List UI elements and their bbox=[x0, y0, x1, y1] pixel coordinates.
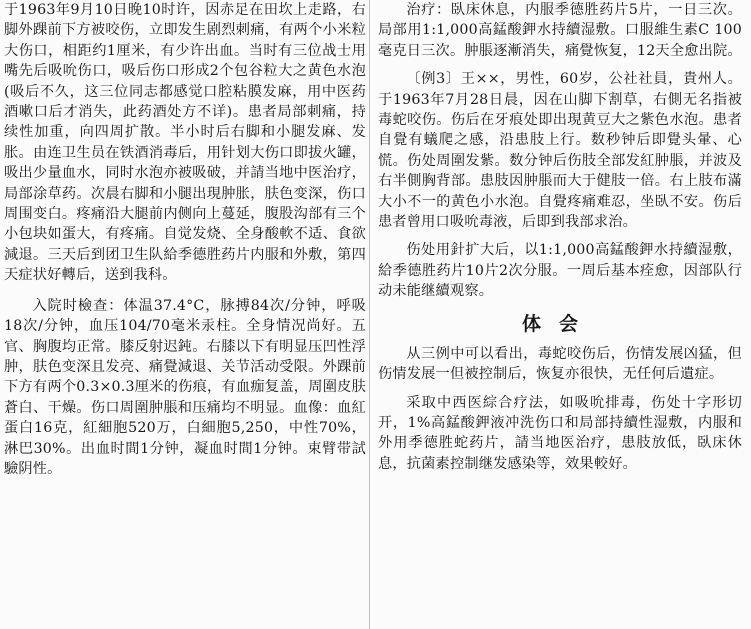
discussion-paragraph-1: 从三例中可以看出，毒蛇咬伤后，伤情发展凶猛，但伤情发展一但被控制后，恢复亦很快，无任何后遺症。 bbox=[378, 345, 742, 383]
paragraph-gap bbox=[372, 232, 746, 240]
paragraph-gap bbox=[0, 286, 370, 296]
paragraph-gap bbox=[372, 385, 746, 393]
section-heading: 体会 bbox=[521, 312, 596, 335]
case2-admission-exam-paragraph: 入院时檢查：体温37.4°C，脉搏84次/分钟，呼吸18次/分钟，血压104/70毫米汞柱。全身情况尚好。五官、胸腹均正常。膝反射迟鈍。右膝以下有明显压凹性浮肿，肤色变深且发亮、痛覺減退、关节活动受限。外踝前下方有两个0.3×0.3厘米的伤痕，有血痂复盖，周圍皮肤蒼白、干燥。伤口周圍肿脹和压痛均不明显。血像：血紅蛋白16克，紅細胞520万，白細胞5,250，中性70%，淋巴30%。出血时間1分钟，凝血时間1分钟。束臂带試驗阴性。 bbox=[4, 297, 366, 477]
heading-gap bbox=[372, 336, 746, 344]
case2-history-paragraph: 于1963年9月10日晚10时许，因赤足在田坎上走路，右脚外踝前下方被咬伤，立即发生剧烈刺痛，有两个小米粒大伤口，相距约1厘米，有少许出血。当时有三位战士用嘴先后吸吮伤口，吸后伤口形成2个包谷粒大之黄色水泡(吸后不久，这三位同志都感觉口腔粘膜发麻，用中医药酒嗽口后才消失，此药酒处方不详)。患者局部刺痛，持续性加重，向四周扩散。半小时后右脚和小腿发麻、发胀。由连卫生员在铁酒消毒后，用针划大伤口即拔火罐，吸出少量血水，同时水泡亦被吸破，并請当地中医治疗，局部涂草药。次晨右脚和小腿出現肿胀，肤色变深，伤口周围变白。疼痛沿大腿前内侧向上蔓延，腹股沟部有三个小包块如蛋大，有疼痛。自觉发烧、全身酸軟不适、食欲減退。三天后到团卫生队給季德胜药片内服和外敷，第四天症状好轉后，送到我科。 bbox=[4, 2, 366, 284]
case3-treatment-paragraph: 伤处用針扩大后，以1:1,000高錳酸鉀水持續湿敷，給季德胜药片10片2次分服。一周后基本痊愈，因部队行动未能继續观察。 bbox=[378, 242, 742, 300]
left-column bbox=[0, 0, 370, 479]
column-divider bbox=[369, 0, 370, 629]
paragraph-gap bbox=[372, 61, 746, 69]
case3-history-paragraph: 〔例3〕王××，男性，60岁，公社社員，貴州人。于1963年7月28日晨，因在山脚下割草，右側无名指被毒蛇咬伤。伤后在牙痕处即出現黄豆大之紫色水泡。患者自覺有蟻爬之感，沿患肢上行。数秒钟后即覺头暈、心慌。伤处周圍发紫。数分钟后伤肢全部发紅肿脹，并波及右半側胸背部。患肢因肿脹而大于健肢一倍。右上肢布滿大小不一的黄色小水泡。自覺疼痛难忍，坐臥不安。伤后患者曾用口吸吮毒液，后即到我部求治。 bbox=[378, 71, 742, 231]
case2-treatment-paragraph: 治疗：臥床休息，内服季德胜药片5片，一日三次。局部用1:1,000高錳酸鉀水持續湿敷。口服維生素C 100毫克日三次。肿脹逐漸消失，痛覺恢复，12天全愈出院。 bbox=[378, 2, 742, 59]
heading-gap bbox=[372, 302, 746, 312]
right-column bbox=[372, 0, 746, 474]
discussion-paragraph-2: 采取中西医綜合疗法，如吸吮排毒，伤处十字形切开，1%高錳酸鉀液冲洗伤口和局部持續性湿敷，内服和外用季德胜蛇药片，請当地医治疗，患肢放低，臥床休息，抗菌素控制继发感染等，效果較好。 bbox=[378, 394, 742, 472]
